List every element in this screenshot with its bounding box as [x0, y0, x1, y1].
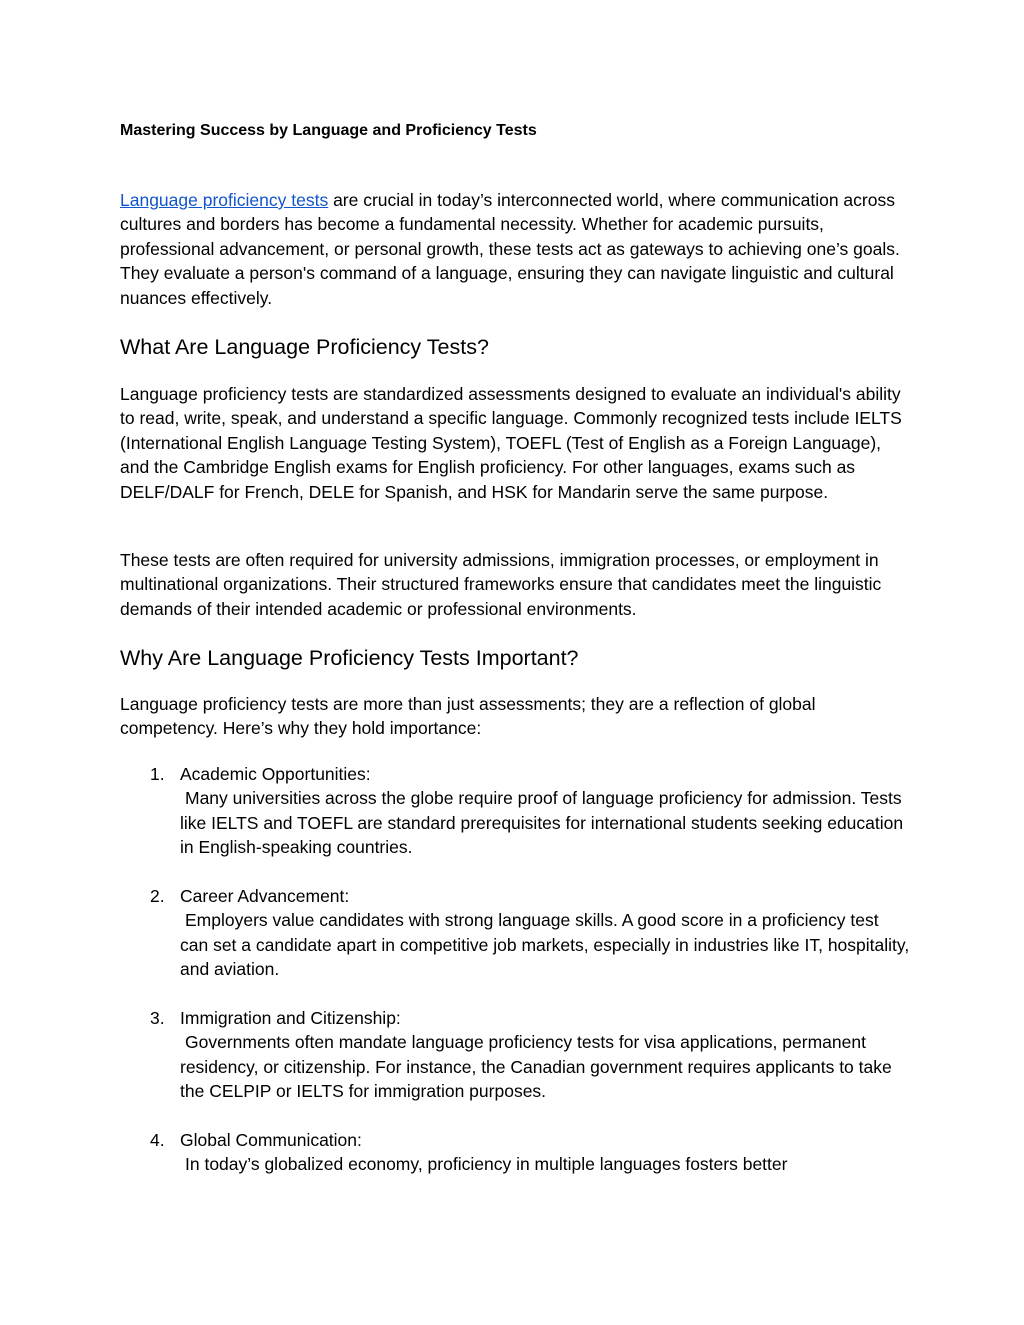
list-item-title: Immigration and Citizenship:	[180, 1008, 401, 1029]
section-heading-what: What Are Language Proficiency Tests?	[120, 335, 489, 359]
list-item-text: Governments often mandate language proficiency tests for visa applications, permanent residency, or citizenship. For instance, the Canadian government requires applicants to take the CELPIP or IELTS for immigration purposes.	[180, 1032, 892, 1102]
document-title: Mastering Success by Language and Proficiency Tests	[120, 122, 537, 139]
list-item	[120, 762, 910, 860]
intro-text: are crucial in today’s interconnected world, where communication across cultures and borders has become a fundamental necessity. Whether for academic pursuits, professional advancement, or personal growth, these tests act as gateways to achieving one’s goals. They evaluate a person's command of a language, ensuring they can navigate linguistic and cultural nuances effectively.	[120, 190, 900, 308]
list-item-title: Career Advancement:	[180, 886, 350, 907]
list-item-number: 2.	[150, 886, 165, 907]
section1-paragraph-2: These tests are often required for university admissions, immigration processes, or employment in multinational organizations. Their structured frameworks ensure that candidates meet the linguistic demands of their intended academic or professional environments.	[120, 550, 882, 619]
list-item	[120, 884, 910, 982]
language-proficiency-tests-link[interactable]: Language proficiency tests	[120, 190, 329, 210]
importance-list	[120, 762, 910, 1201]
list-item	[120, 1128, 910, 1177]
list-item-number: 1.	[150, 764, 165, 784]
list-item	[120, 1006, 910, 1104]
list-item-number: 4.	[150, 1130, 165, 1151]
list-item-title: Academic Opportunities:	[180, 764, 371, 784]
section1-paragraph-1: Language proficiency tests are standardized assessments designed to evaluate an individual's ability to read, write, speak, and understand a specific language. Commonly recognized tests include IELTS (International English Language Testing System), TOEFL (Test of English as a Foreign Language), and the Cambridge English exams for English proficiency. For other languages, exams such as DELF/DALF for French, DELE for Spanish, and HSK for Mandarin serve the same purpose.	[120, 384, 902, 502]
section2-intro-paragraph: Language proficiency tests are more than just assessments; they are a reflection of global competency. Here’s why they hold importance:	[120, 694, 816, 739]
intro-paragraph	[120, 188, 910, 310]
list-item-title: Global Communication:	[180, 1130, 362, 1151]
section-heading-why: Why Are Language Proficiency Tests Important?	[120, 646, 579, 670]
list-item-number: 3.	[150, 1008, 165, 1029]
list-item-text: Employers value candidates with strong language skills. A good score in a proficiency test can set a candidate apart in competitive job markets, especially in industries like IT, hospitality, and aviation.	[180, 910, 910, 980]
list-item-text: Many universities across the globe require proof of language proficiency for admission. Tests like IELTS and TOEFL are standard prerequisites for international students seeking education in English-speaking countries.	[180, 788, 904, 858]
list-item-text: In today’s globalized economy, proficiency in multiple languages fosters better	[185, 1154, 788, 1175]
